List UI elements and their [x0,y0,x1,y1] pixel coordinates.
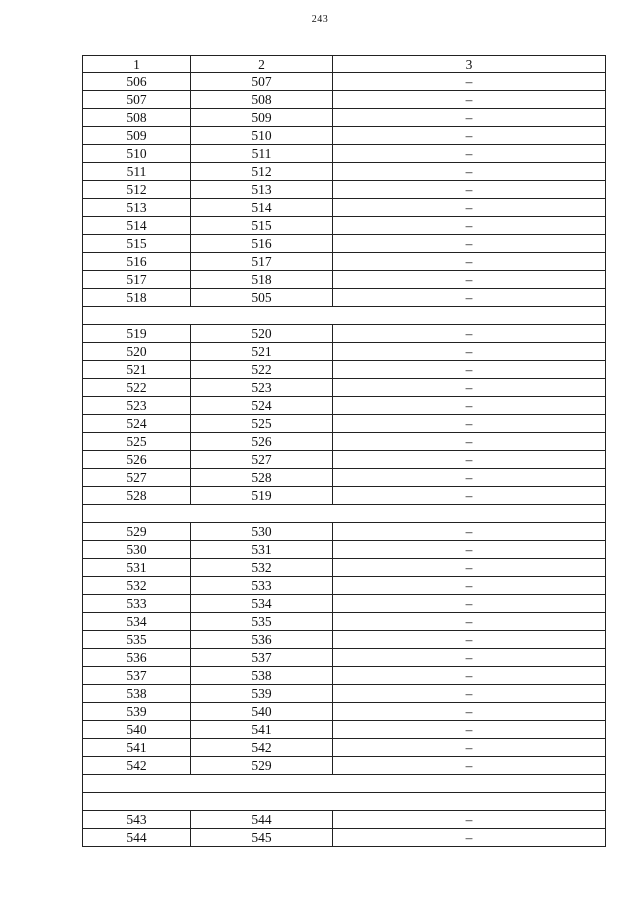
table-cell-col3: – [332,343,606,360]
table-cell-col3: – [332,703,606,720]
group-separator [82,775,606,793]
table-cell-col1: 512 [82,181,190,198]
table-cell-col2: 533 [190,577,332,594]
table-row [82,451,606,469]
table-cell-col1: 544 [82,829,190,846]
table-cell-col1: 510 [82,145,190,162]
table-cell-col1: 533 [82,595,190,612]
table-cell-col3: – [332,613,606,630]
table-cell-col2: 511 [190,145,332,162]
table-cell-col2: 521 [190,343,332,360]
table-cell-col3: – [332,523,606,540]
table-cell-col2: 537 [190,649,332,666]
table-cell-col2: 529 [190,757,332,774]
group-separator [82,793,606,811]
table-cell-col1: 507 [82,91,190,108]
table-row [82,271,606,289]
table-cell-col3: – [332,397,606,414]
table-cell-col2: 508 [190,91,332,108]
table-row [82,811,606,829]
table-row [82,361,606,379]
table-row [82,541,606,559]
table-row [82,181,606,199]
table-cell-col3: – [332,487,606,504]
page-number: 243 [311,14,329,25]
table-cell-col3: – [332,127,606,144]
table-cell-col1: 509 [82,127,190,144]
table-cell-col1: 530 [82,541,190,558]
table-cell-col2: 524 [190,397,332,414]
table-row [82,577,606,595]
table-cell-col3: – [332,811,606,828]
table-cell-col3: – [332,271,606,288]
table-cell-col1: 511 [82,163,190,180]
table-cell-col1: 539 [82,703,190,720]
table-cell-col3: – [332,235,606,252]
table-cell-col1: 508 [82,109,190,126]
table-cell-col2: 544 [190,811,332,828]
table-cell-col2: 525 [190,415,332,432]
table-cell-col2: 514 [190,199,332,216]
table-cell-col3: – [332,433,606,450]
table-cell-col2: 520 [190,325,332,342]
table-cell-col2: 542 [190,739,332,756]
table-cell-col3: – [332,379,606,396]
table-cell-col3: – [332,325,606,342]
table-row [82,487,606,505]
table-row [82,757,606,775]
table-row [82,595,606,613]
table-cell-col3: – [332,109,606,126]
table-row [82,667,606,685]
table-cell-col3: – [332,145,606,162]
table-cell-col3: – [332,415,606,432]
table-cell-col1: 517 [82,271,190,288]
table-cell-col1: 534 [82,613,190,630]
table-cell-col2: 518 [190,271,332,288]
table-cell-col2: 517 [190,253,332,270]
table-cell-col2: 530 [190,523,332,540]
table-row [82,199,606,217]
table-cell-col1: 526 [82,451,190,468]
table-cell-col2: 540 [190,703,332,720]
table-cell-col2: 532 [190,559,332,576]
table-cell-col2: 527 [190,451,332,468]
table-row [82,415,606,433]
table-cell-col3: – [332,73,606,90]
table-row [82,109,606,127]
table-cell-col3: – [332,739,606,756]
table-cell-col2: 528 [190,469,332,486]
table-row [82,379,606,397]
table-cell-col2: 536 [190,631,332,648]
table-row [82,253,606,271]
table-row [82,739,606,757]
table-cell-col2: 531 [190,541,332,558]
table-cell-col1: 514 [82,217,190,234]
table-cell-col3: – [332,361,606,378]
table-cell-col1: 523 [82,397,190,414]
table-cell-col2: 539 [190,685,332,702]
column-header-3: 3 [332,56,606,72]
table-cell-col2: 535 [190,613,332,630]
table-cell-col2: 522 [190,361,332,378]
table-row [82,433,606,451]
table-cell-col1: 527 [82,469,190,486]
table-cell-col3: – [332,685,606,702]
table-cell-col2: 538 [190,667,332,684]
table-cell-col1: 536 [82,649,190,666]
table-row [82,649,606,667]
table-cell-col3: – [332,451,606,468]
table-cell-col1: 542 [82,757,190,774]
table-row [82,523,606,541]
table-cell-col1: 531 [82,559,190,576]
table-cell-col2: 519 [190,487,332,504]
table-cell-col3: – [332,163,606,180]
table-cell-col1: 528 [82,487,190,504]
table-cell-col2: 509 [190,109,332,126]
table-row [82,829,606,847]
table-cell-col1: 532 [82,577,190,594]
table-row [82,343,606,361]
table-cell-col3: – [332,757,606,774]
table-cell-col2: 523 [190,379,332,396]
column-header-1: 1 [82,56,190,72]
table-cell-col3: – [332,721,606,738]
table-cell-col3: – [332,595,606,612]
table-cell-col3: – [332,253,606,270]
table-cell-col1: 516 [82,253,190,270]
table-row [82,397,606,415]
table-row [82,217,606,235]
table-cell-col3: – [332,199,606,216]
table-cell-col2: 534 [190,595,332,612]
table-cell-col3: – [332,469,606,486]
table-cell-col1: 518 [82,289,190,306]
table-cell-col1: 535 [82,631,190,648]
table-cell-col2: 545 [190,829,332,846]
table-cell-col2: 515 [190,217,332,234]
table-cell-col3: – [332,667,606,684]
table-cell-col3: – [332,631,606,648]
table-cell-col1: 519 [82,325,190,342]
table-row [82,163,606,181]
table-row [82,145,606,163]
data-table [82,55,606,847]
table-row [82,91,606,109]
table-cell-col1: 520 [82,343,190,360]
group-separator [82,505,606,523]
table-row [82,685,606,703]
table-row [82,631,606,649]
table-row [82,127,606,145]
table-cell-col3: – [332,541,606,558]
table-row [82,325,606,343]
table-body [82,73,606,847]
table-cell-col1: 540 [82,721,190,738]
table-cell-col2: 505 [190,289,332,306]
table-row [82,235,606,253]
table-cell-col2: 526 [190,433,332,450]
table-cell-col1: 522 [82,379,190,396]
table-cell-col3: – [332,289,606,306]
table-cell-col1: 506 [82,73,190,90]
table-cell-col1: 513 [82,199,190,216]
table-row [82,73,606,91]
table-cell-col1: 543 [82,811,190,828]
table-row [82,703,606,721]
table-row [82,289,606,307]
table-cell-col1: 538 [82,685,190,702]
table-cell-col3: – [332,559,606,576]
table-cell-col1: 537 [82,667,190,684]
table-row [82,613,606,631]
table-cell-col1: 524 [82,415,190,432]
column-header-2: 2 [190,56,332,72]
table-cell-col1: 521 [82,361,190,378]
table-cell-col2: 513 [190,181,332,198]
table-cell-col3: – [332,181,606,198]
table-row [82,721,606,739]
table-cell-col2: 541 [190,721,332,738]
table-cell-col3: – [332,649,606,666]
table-row [82,559,606,577]
table-cell-col1: 525 [82,433,190,450]
table-cell-col3: – [332,217,606,234]
table-cell-col1: 541 [82,739,190,756]
table-cell-col2: 516 [190,235,332,252]
table-cell-col1: 529 [82,523,190,540]
table-header-row [82,55,606,73]
table-cell-col3: – [332,577,606,594]
group-separator [82,307,606,325]
table-cell-col2: 512 [190,163,332,180]
table-cell-col3: – [332,91,606,108]
table-cell-col3: – [332,829,606,846]
table-cell-col1: 515 [82,235,190,252]
table-cell-col2: 507 [190,73,332,90]
table-row [82,469,606,487]
table-cell-col2: 510 [190,127,332,144]
